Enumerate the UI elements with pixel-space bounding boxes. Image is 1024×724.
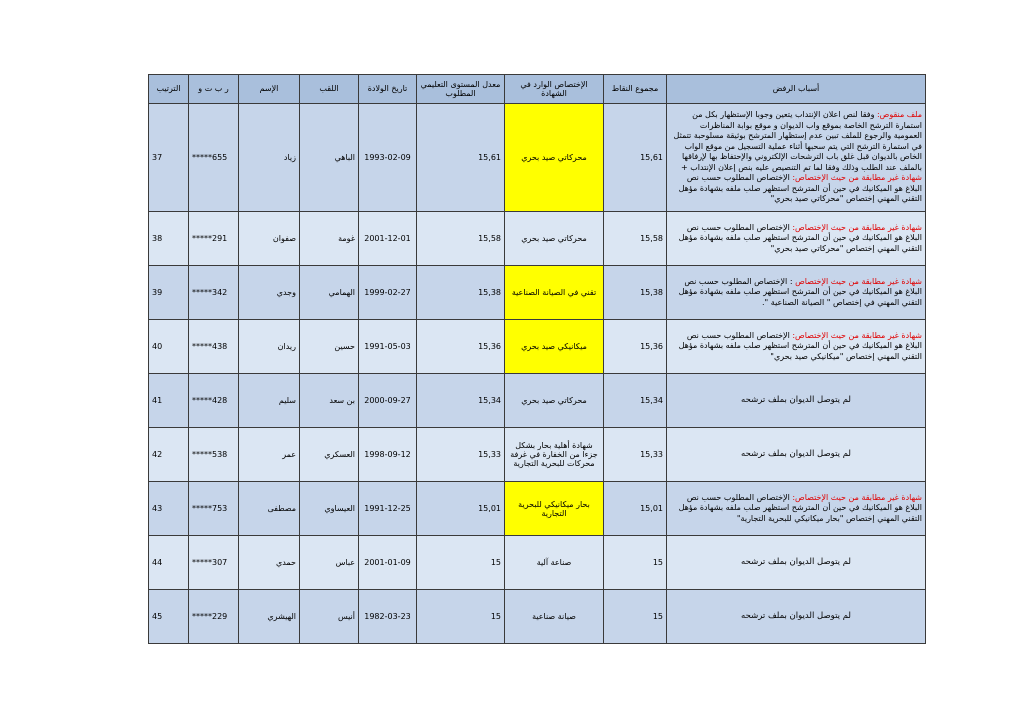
reason-cell: لم يتوصل الديوان بملف ترشحه [667,536,926,590]
points-cell: 15,33 [604,428,667,482]
rank-cell: 45 [149,590,189,644]
header-reasons: أسباب الرفض [667,75,926,104]
name-cell: صفوان [239,212,300,266]
id-cell: *****307 [189,536,239,590]
reason-text: وفقا لنص اعلان الإنتداب يتعين وجوبا الإستظهار بكل من استمارة الترشح الخاصة بموقع واب الديوان و موقع بوابة المناظرات العمومية والرجوع للملف تبين عدم إستظهار المترشح بوثيقة مسلوحبة تتمثل في استمارة الترشح التي يتم سحبها أثناء عملية التسجيل من موقع الواب الخاص بالديوان قبل غلق باب الترشحات الإلكتروني والإحتفاظ بها لإرفاقها بالملف عند الطلب وذلك وفقا لما تم التنصيص عليه بنص إعلان الإنتداب + [673,110,922,172]
reason-rejection-label: شهادة غير مطابقة من حيث الإختصاص: [792,330,922,340]
specialty-cell: صناعة آلية [505,536,604,590]
reason-rejection-label: شهادة غير مطابقة من حيث الإختصاص: [792,222,922,232]
average-cell: 15,38 [417,266,505,320]
reason-rejection-label: شهادة غير مطابقة من حيث الإختصاص: [792,492,922,502]
points-cell: 15,58 [604,212,667,266]
rank-cell: 38 [149,212,189,266]
specialty-cell: تقني في الصيانة الصناعية [505,266,604,320]
reason-cell [667,104,926,212]
reason-cell [667,266,926,320]
reason-rejection-label: ملف منقوص: [876,110,922,120]
surname-cell: العيساوي [300,482,359,536]
specialty-cell: بحار ميكانيكي للبحرية التجارية [505,482,604,536]
table-row [149,266,926,320]
candidates-table [148,74,926,644]
points-cell: 15,36 [604,320,667,374]
id-cell: *****229 [189,590,239,644]
average-cell: 15,36 [417,320,505,374]
table-body [149,104,926,644]
table-row [149,104,926,212]
id-cell: *****655 [189,104,239,212]
name-cell: ريدان [239,320,300,374]
points-cell: 15,34 [604,374,667,428]
surname-cell: الهمامي [300,266,359,320]
surname-cell: حسين [300,320,359,374]
table-row [149,590,926,644]
header-id: ر ب ت و [189,75,239,104]
birthdate-cell: 1991-12-25 [359,482,417,536]
reason-text: : الإختصاص المطلوب حسب نص البلاغ هو الميكانيك في حين أن المترشح استظهر صلب ملفه بشهادة مؤهل التقني المهني في إختصاص " الصيانة الصناعية ". [678,276,922,307]
birthdate-cell: 1999-02-27 [359,266,417,320]
surname-cell: بن سعد [300,374,359,428]
table-row [149,428,926,482]
surname-cell: أنيس [300,590,359,644]
reason-cell [667,320,926,374]
id-cell: *****291 [189,212,239,266]
reason-rejection-label: شهادة غير مطابقة من حيث الإختصاص [795,276,922,286]
birthdate-cell: 1998-09-12 [359,428,417,482]
rank-cell: 44 [149,536,189,590]
reason-cell: لم يتوصل الديوان بملف ترشحه [667,374,926,428]
table-row [149,320,926,374]
id-cell: *****342 [189,266,239,320]
reason-cell [667,212,926,266]
specialty-cell: ميكانيكي صيد بحري [505,320,604,374]
reason-rejection-label: شهادة غير مطابقة من حيث الإختصاص: [792,173,922,183]
table-row [149,374,926,428]
header-points: مجموع النقاط [604,75,667,104]
name-cell: وجدي [239,266,300,320]
birthdate-cell: 1991-05-03 [359,320,417,374]
birthdate-cell: 1993-02-09 [359,104,417,212]
header-row [149,75,926,104]
average-cell: 15,58 [417,212,505,266]
average-cell: 15 [417,536,505,590]
points-cell: 15,61 [604,104,667,212]
surname-cell: الباهي [300,104,359,212]
name-cell: سليم [239,374,300,428]
points-cell: 15 [604,536,667,590]
surname-cell: غومة [300,212,359,266]
rank-cell: 41 [149,374,189,428]
header-birthdate: تاريخ الولادة [359,75,417,104]
header-average: معدل المستوى التعليمي المطلوب [417,75,505,104]
id-cell: *****753 [189,482,239,536]
table-row [149,212,926,266]
points-cell: 15 [604,590,667,644]
average-cell: 15,34 [417,374,505,428]
name-cell: مصطفى [239,482,300,536]
reason-cell [667,482,926,536]
reason-text: الإختصاص المطلوب حسب نص البلاغ هو الميكانيك في حين أن المترشح استظهر صلب ملفه بشهادة مؤهل التقني المهني إختصاص "بحار ميكانيكي للبحرية التجارية" [678,492,922,523]
header-specialty: الإختصاص الوارد في الشهادة [505,75,604,104]
birthdate-cell: 1982-03-23 [359,590,417,644]
specialty-cell: محركاتي صيد بحري [505,104,604,212]
specialty-cell: صيانة صناعية [505,590,604,644]
reason-text: الإختصاص المطلوب حسب نص البلاغ هو الميكانيك في حين أن المترشح استظهر صلب ملفه بشهادة مؤهل التقني المهني إختصاص "ميكانيكي صيد بحري" [678,330,922,361]
rank-cell: 39 [149,266,189,320]
reason-cell: لم يتوصل الديوان بملف ترشحه [667,590,926,644]
rank-cell: 40 [149,320,189,374]
average-cell: 15,61 [417,104,505,212]
table-row [149,482,926,536]
average-cell: 15,33 [417,428,505,482]
birthdate-cell: 2001-01-09 [359,536,417,590]
header-surname: اللقب [300,75,359,104]
name-cell: عمر [239,428,300,482]
name-cell: حمدي [239,536,300,590]
table-row [149,536,926,590]
reason-text: الإختصاص المطلوب حسب نص البلاغ هو الميكانيك في حين أن المترشح استظهر صلب ملفه بشهادة مؤهل التقني المهني إختصاص "محركاتي صيد بحري" [678,222,922,253]
name-cell: زياد [239,104,300,212]
header-rank: الترتيب [149,75,189,104]
average-cell: 15 [417,590,505,644]
birthdate-cell: 2001-12-01 [359,212,417,266]
surname-cell: العسكري [300,428,359,482]
id-cell: *****428 [189,374,239,428]
header-name: الإسم [239,75,300,104]
reason-text: الإختصاص المطلوب حسب نص البلاغ هو الميكانيك في حين أن المترشح استظهر صلب ملفه بشهادة مؤهل التقني المهني إختصاص "محركاتي صيد بحري" [678,173,922,204]
average-cell: 15,01 [417,482,505,536]
specialty-cell: محركاتي صيد بحري [505,212,604,266]
name-cell: الهيشري [239,590,300,644]
points-cell: 15,01 [604,482,667,536]
rank-cell: 43 [149,482,189,536]
specialty-cell: شهادة أهلية بحار بشكل جزءا من الخفارة في غرفة محركات للبحرية التجارية [505,428,604,482]
rank-cell: 42 [149,428,189,482]
specialty-cell: محركاتي صيد بحري [505,374,604,428]
birthdate-cell: 2000-09-27 [359,374,417,428]
reason-cell: لم يتوصل الديوان بملف ترشحه [667,428,926,482]
id-cell: *****538 [189,428,239,482]
id-cell: *****438 [189,320,239,374]
surname-cell: عباس [300,536,359,590]
rank-cell: 37 [149,104,189,212]
points-cell: 15,38 [604,266,667,320]
